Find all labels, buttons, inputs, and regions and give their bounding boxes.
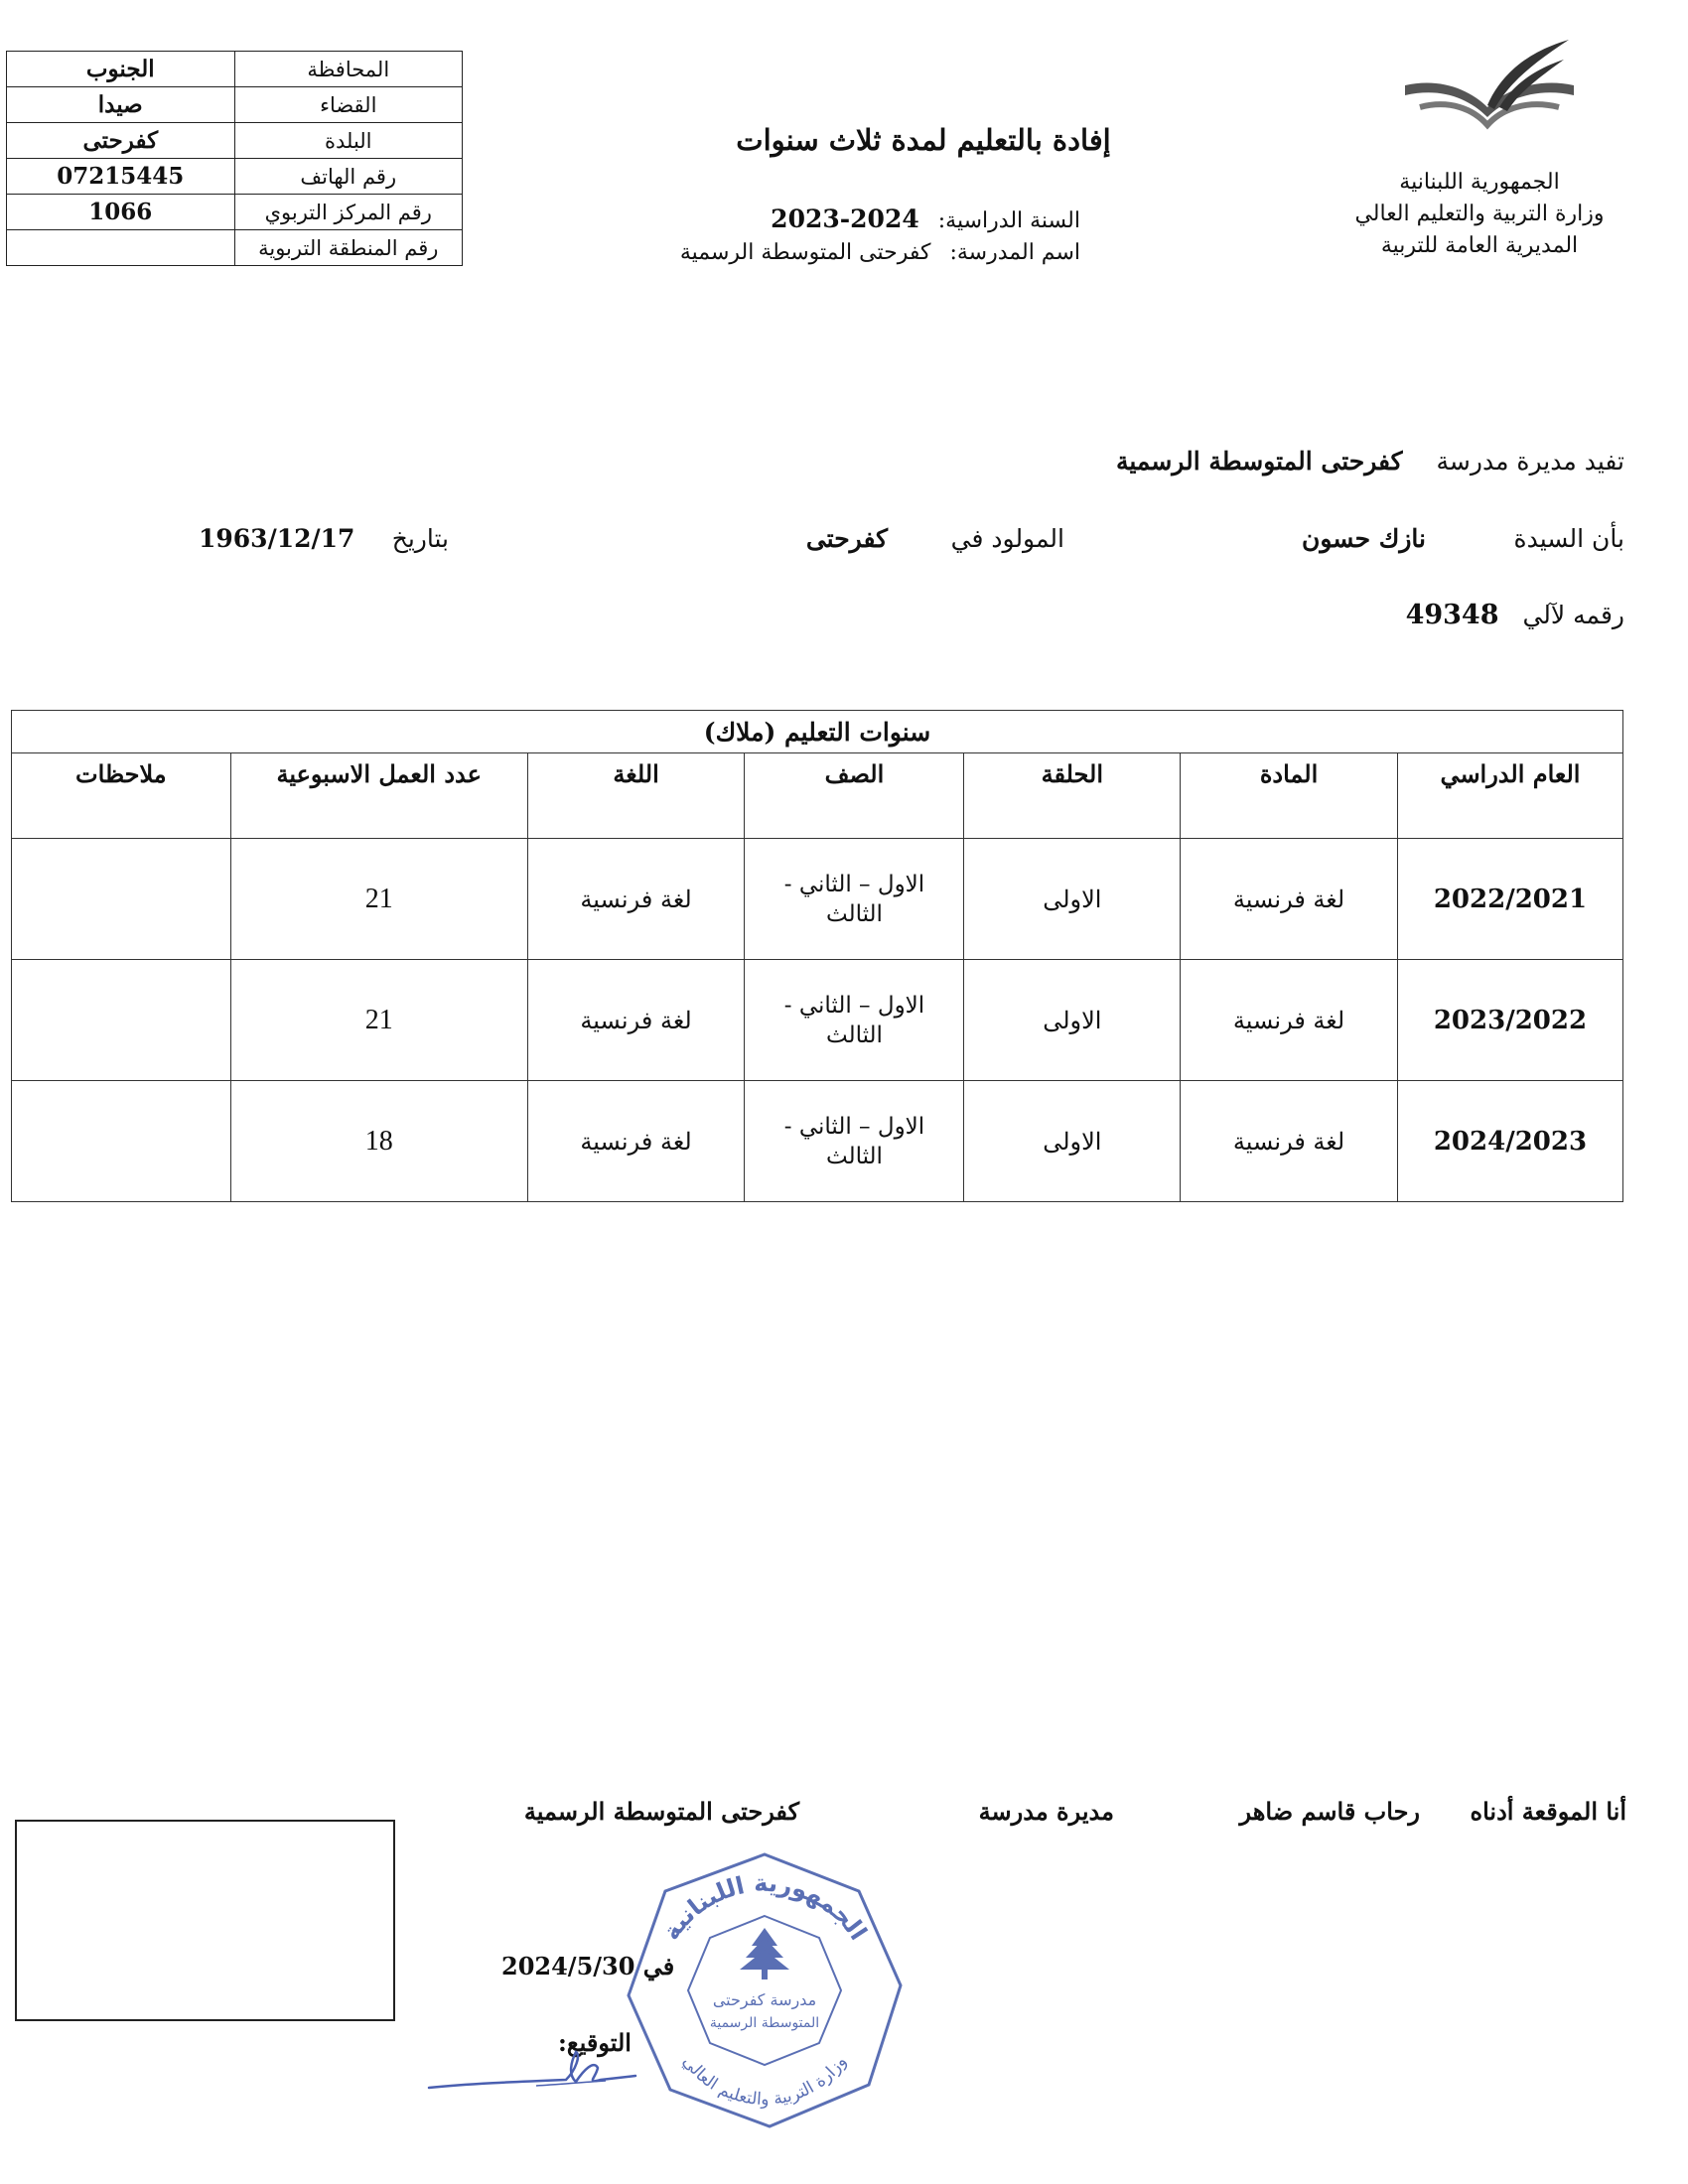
table-row — [7, 230, 463, 266]
table-caption: سنوات التعليم (ملاك) — [12, 711, 1623, 753]
ministry-line-3: المديرية العامة للتربية — [1380, 233, 1579, 258]
cell-year: 2023/2022 — [1397, 960, 1622, 1081]
column-header-cycle: الحلقة — [964, 753, 1181, 839]
academic-year-value: 2024-2023 — [771, 205, 919, 233]
cell-grade: الاول – الثاني - الثالث — [745, 839, 964, 960]
cell-cycle: الاولى — [964, 839, 1181, 960]
signoff-school: كفرحتى المتوسطة الرسمية — [523, 1797, 799, 1826]
info-label: رقم الهاتف — [234, 159, 463, 195]
table-row — [7, 195, 463, 230]
info-label: البلدة — [234, 123, 463, 159]
official-stamp-icon — [621, 1846, 909, 2134]
signer-name: رحاب قاسم ضاهر — [1239, 1797, 1420, 1826]
statement-intro: تفيد مديرة مدرسة — [1436, 447, 1624, 476]
ministry-logo-icon — [1400, 38, 1579, 147]
cell-subject: لغة فرنسية — [1181, 960, 1398, 1081]
table-caption-row — [12, 711, 1623, 753]
cell-notes — [12, 1081, 231, 1202]
cell-subject: لغة فرنسية — [1181, 1081, 1398, 1202]
stamp-outer-text: الجمهورية اللبنانية — [656, 1868, 873, 1946]
cell-language: لغة فرنسية — [527, 839, 745, 960]
signature-label: التوقيع: — [558, 2028, 632, 2057]
signoff-date-label: في — [642, 1952, 675, 1980]
photo-box — [15, 1820, 395, 2021]
info-label: رقم المنطقة التربوية — [234, 230, 463, 266]
stamp-inner-line-1: مدرسة كفرحتى — [712, 1990, 817, 2009]
teaching-years-table — [11, 710, 1623, 1202]
column-header-grade: الصف — [745, 753, 964, 839]
school-name-line — [680, 240, 1080, 265]
cell-language: لغة فرنسية — [527, 1081, 745, 1202]
handwritten-signature-icon — [427, 2040, 645, 2100]
cell-cycle: الاولى — [964, 1081, 1181, 1202]
cell-language: لغة فرنسية — [527, 960, 745, 1081]
signoff-date: 2024/5/30 — [501, 1952, 635, 1980]
cell-hours: 21 — [230, 960, 527, 1081]
column-header-subject: المادة — [1181, 753, 1398, 839]
ministry-line-1: الجمهورية اللبنانية — [1399, 170, 1560, 195]
mrs-label: بأن السيدة — [1513, 524, 1624, 553]
undersigned-label: أنا الموقعة أدناه — [1470, 1797, 1626, 1826]
statement-intro-line — [1116, 447, 1624, 476]
teacher-name: نازك حسون — [1302, 524, 1426, 553]
info-value: الجنوب — [7, 52, 235, 87]
ministry-header — [1331, 167, 1628, 262]
ministry-line-2: وزارة التربية والتعليم العالي — [1354, 202, 1605, 226]
id-value: 49348 — [1405, 600, 1499, 630]
info-value: 07215445 — [7, 159, 235, 195]
column-header-hours: عدد العمل الاسبوعية — [230, 753, 527, 839]
cell-hours: 21 — [230, 839, 527, 960]
table-row — [12, 839, 1623, 960]
birthdate-label: بتاريخ — [391, 524, 449, 553]
info-value: كفرحتى — [7, 123, 235, 159]
column-header-language: اللغة — [527, 753, 745, 839]
academic-year-label: السنة الدراسية: — [937, 208, 1080, 233]
table-header-row — [12, 753, 1623, 839]
stamp-inner-line-2: المتوسطة الرسمية — [709, 2015, 820, 2031]
statement-school: كفرحتى المتوسطة الرسمية — [1115, 447, 1403, 476]
cell-notes — [12, 960, 231, 1081]
id-line — [1406, 600, 1624, 630]
table-row — [12, 1081, 1623, 1202]
cell-subject: لغة فرنسية — [1181, 839, 1398, 960]
info-label: المحافظة — [234, 52, 463, 87]
stamp-bottom-text: وزارة التربية والتعليم العالي — [678, 2052, 851, 2111]
cell-hours: 18 — [230, 1081, 527, 1202]
column-header-notes: ملاحظات — [12, 753, 231, 839]
cell-grade: الاول – الثاني - الثالث — [745, 1081, 964, 1202]
school-name-value: كفرحتى المتوسطة الرسمية — [679, 240, 931, 265]
table-row — [7, 52, 463, 87]
info-label: رقم المركز التربوي — [234, 195, 463, 230]
school-info-table — [6, 51, 463, 266]
table-row — [7, 159, 463, 195]
birthplace: كفرحتى — [805, 524, 888, 553]
column-header-year: العام الدراسي — [1397, 753, 1622, 839]
table-row — [7, 123, 463, 159]
cell-year: 2024/2023 — [1397, 1081, 1622, 1202]
school-name-label: اسم المدرسة: — [949, 240, 1080, 265]
cell-year: 2022/2021 — [1397, 839, 1622, 960]
id-label: رقمه لآلي — [1522, 601, 1624, 629]
born-label: المولود في — [950, 524, 1064, 553]
cedar-icon — [740, 1928, 789, 1979]
table-row — [12, 960, 1623, 1081]
info-value: 1066 — [7, 195, 235, 230]
cell-cycle: الاولى — [964, 960, 1181, 1081]
info-value — [7, 230, 235, 266]
academic-year-line — [771, 205, 1080, 233]
info-value: صيدا — [7, 87, 235, 123]
cell-notes — [12, 839, 231, 960]
table-row — [7, 87, 463, 123]
cell-grade: الاول – الثاني - الثالث — [745, 960, 964, 1081]
birthdate: 1963/12/17 — [199, 524, 355, 553]
info-label: القضاء — [234, 87, 463, 123]
signer-role: مديرة مدرسة — [978, 1797, 1114, 1826]
page-title: إفادة بالتعليم لمدة ثلاث سنوات — [736, 123, 1111, 157]
